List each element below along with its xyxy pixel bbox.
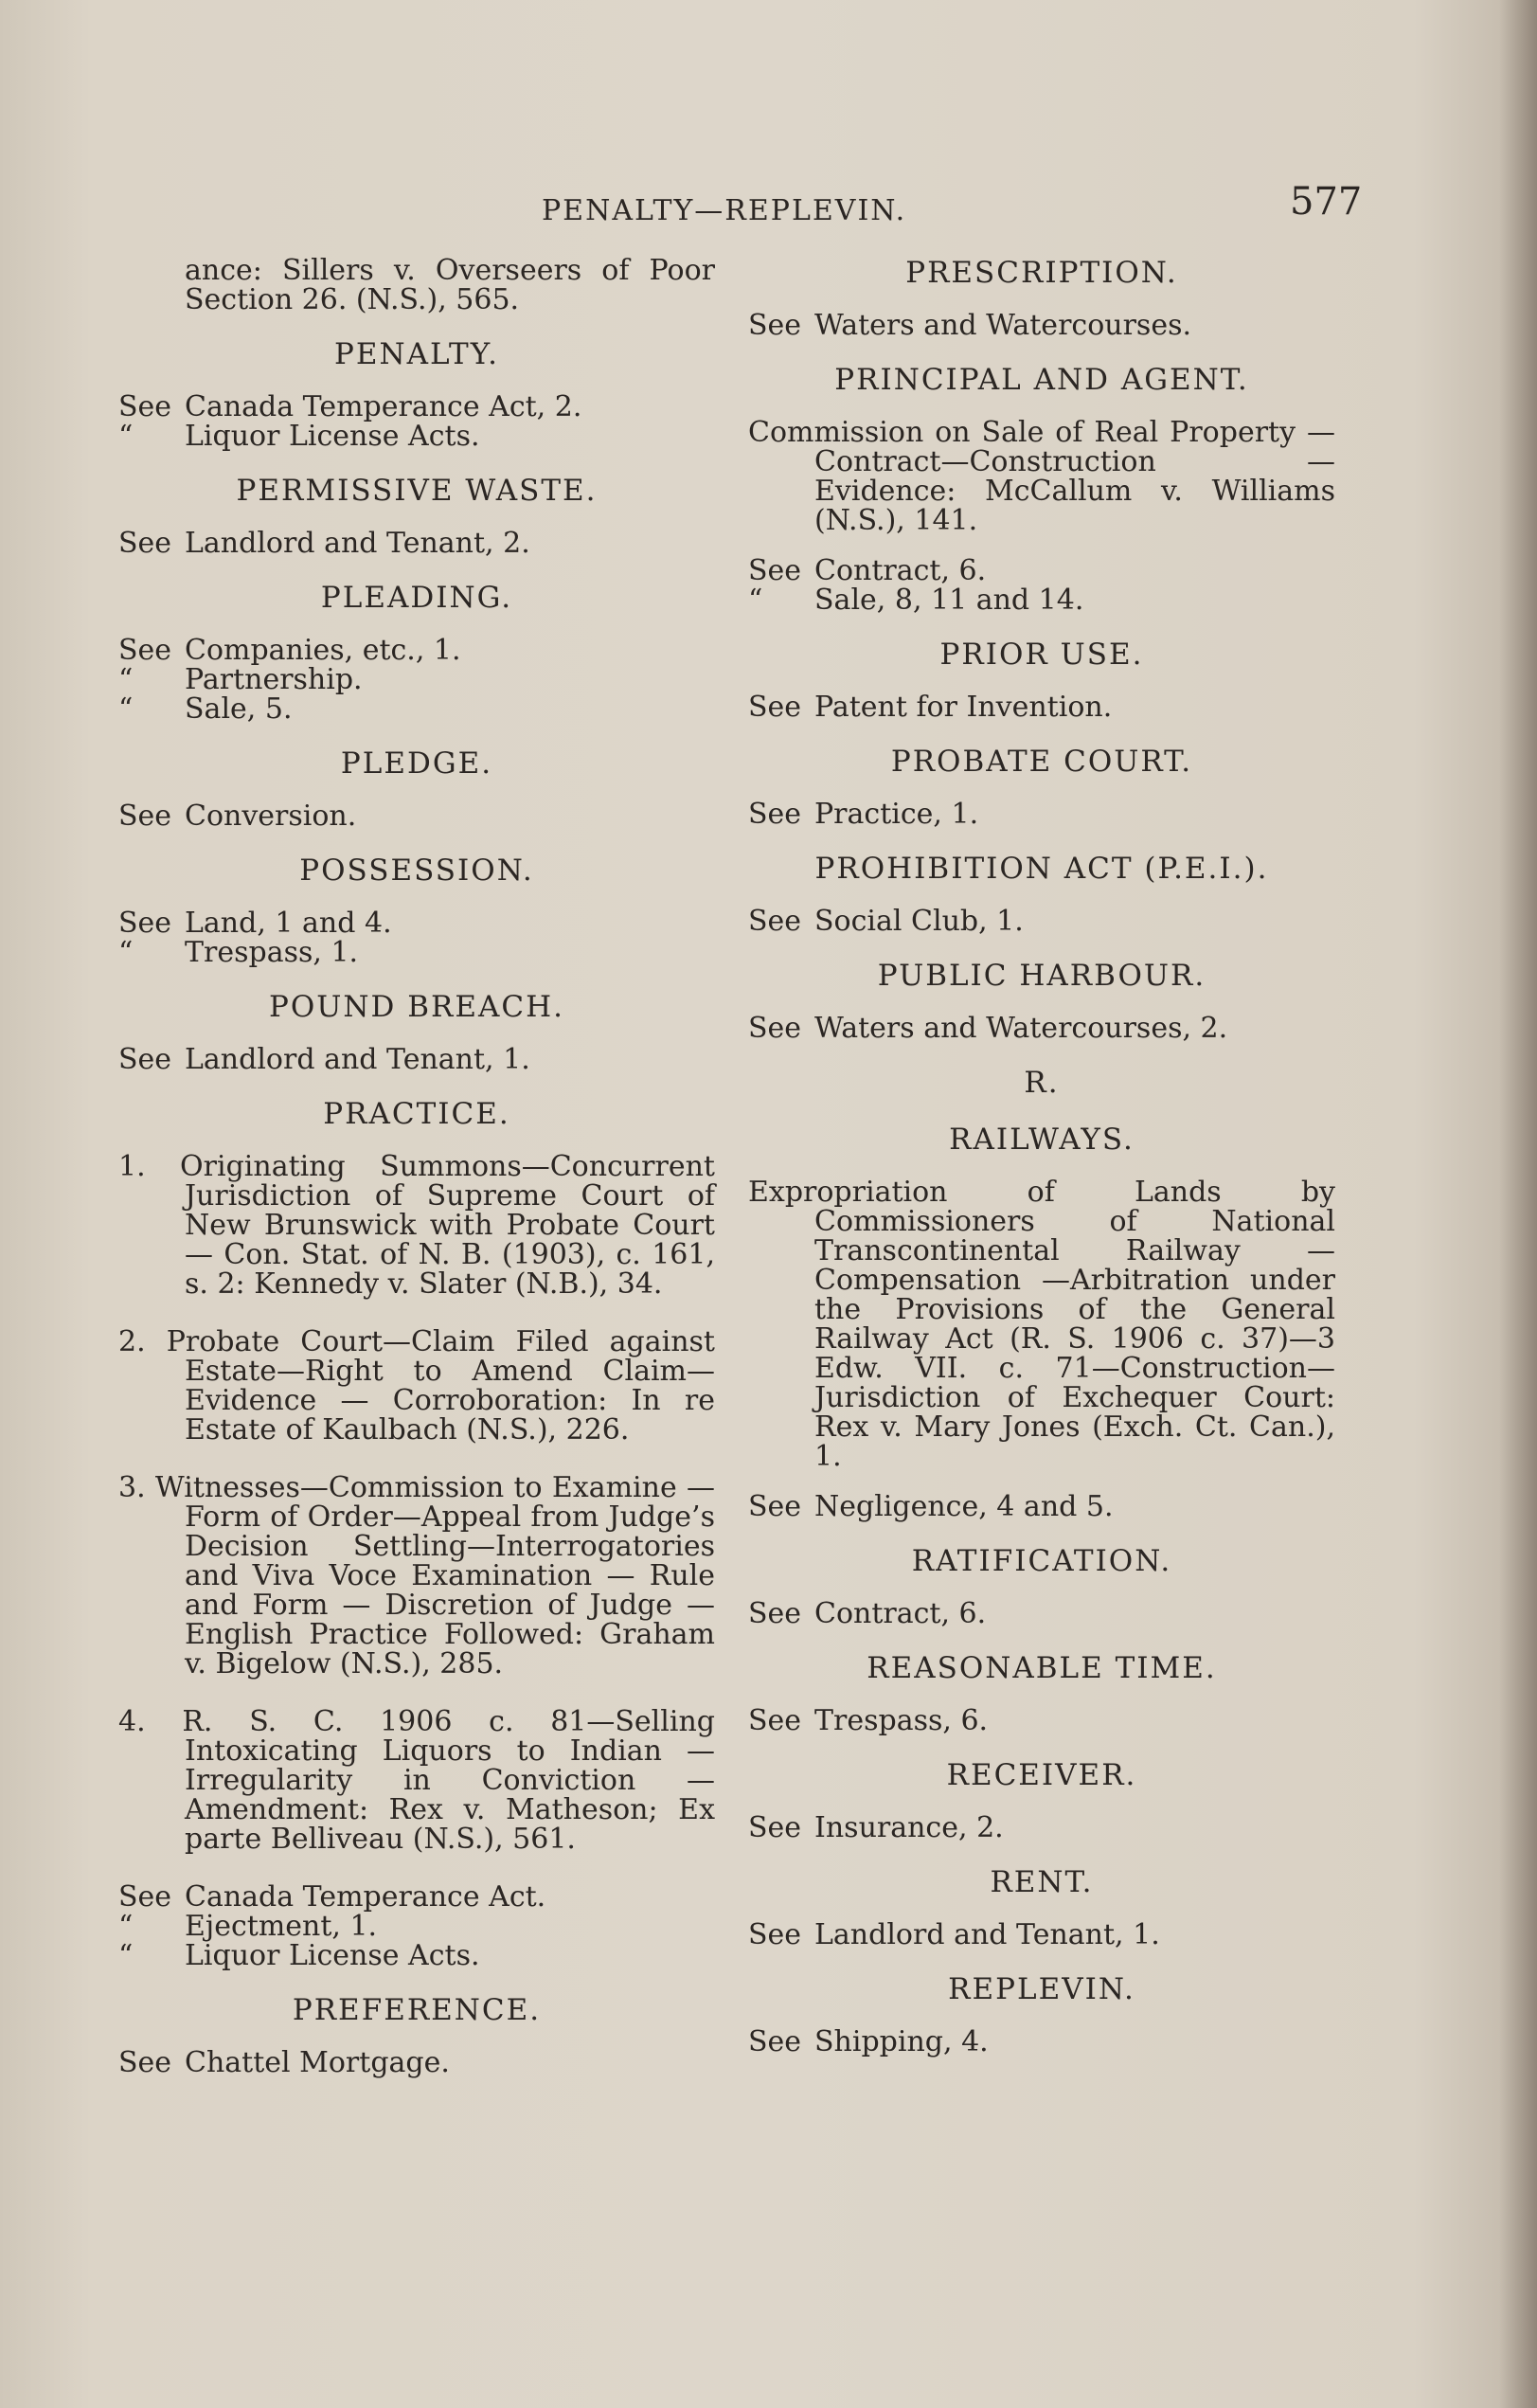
heading-probate-court: PROBATE COURT. [890, 745, 1193, 779]
see-row: See Shipping, 4. [748, 2025, 989, 2058]
see-row: See Canada Temperance Act, 2. [118, 390, 582, 423]
see-row: See Land, 1 and 4. [118, 907, 392, 940]
principal-agent-text: Commission on Sale of Real Property —Contract—Construction — Evidence: McCallum v. Williams (N.S.), 141. [748, 416, 1335, 537]
practice-item-2: 2. Probate Court—Claim Filed against Estate—Right to Amend Claim—Evidence — Corroboration: In re Estate of Kaulbach (N.S.), 226. [118, 1325, 715, 1447]
see-row: See Negligence, 4 and 5. [748, 1490, 1114, 1523]
see-row: See Companies, etc., 1. [118, 634, 461, 667]
heading-ratification: RATIFICATION. [911, 1544, 1172, 1578]
heading-prescription: PRESCRIPTION. [905, 256, 1178, 290]
see-row: See Landlord and Tenant, 1. [118, 1043, 530, 1076]
railways-text: Expropriation of Lands by Commissioners of National Transcontinental Railway — Compensation —Arbitration under the Provisions of the General Railway Act (R. S. 1906 c. 37)—3 Edw. VII. c. 71—Construction—Jurisdiction of Exchequer Court: Rex v. Mary Jones (Exch. Ct. Can.), 1. [748, 1176, 1335, 1473]
see-row: See Conversion. [118, 800, 357, 833]
see-row: See Chattel Mortgage. [118, 2046, 450, 2079]
heading-penalty: PENALTY. [333, 337, 500, 371]
see-row: “ Sale, 5. [118, 692, 293, 726]
heading-preference: PREFERENCE. [292, 1993, 542, 2027]
see-list-principal-agent [748, 556, 1335, 615]
see-row: See Canada Temperance Act. [118, 1880, 546, 1914]
right-column [748, 256, 1335, 2064]
see-row: “ Trespass, 1. [118, 936, 359, 969]
see-list-prescription [748, 311, 1335, 340]
practice-item-4: 4. R. S. C. 1906 c. 81—Selling Intoxicating Liquors to Indian — Irregularity in Conviction — Amendment: Rex v. Matheson; Ex parte Belliveau (N.S.), 561. [118, 1705, 715, 1856]
heading-rent: RENT. [990, 1865, 1094, 1899]
section-letter-r: R. [1024, 1066, 1060, 1100]
heading-possession: POSSESSION. [299, 854, 534, 888]
see-list-receiver [748, 1813, 1335, 1842]
see-list-practice [118, 1882, 715, 1970]
heading-pledge: PLEDGE. [340, 746, 493, 781]
page-edge-shadow [1499, 0, 1537, 2408]
see-list-prohibition-act [748, 907, 1335, 936]
see-list-pledge [118, 801, 715, 831]
see-row: See Contract, 6. [748, 1597, 987, 1630]
heading-pound-breach: POUND BREACH. [269, 990, 564, 1024]
see-list-replevin [748, 2027, 1335, 2057]
intro-continuation: ance: Sillers v. Overseers of Poor Section 26. (N.S.), 565. [185, 254, 715, 316]
see-row: “ Liquor License Acts. [118, 1939, 480, 1972]
see-row: See Patent for Invention. [748, 691, 1113, 724]
see-list-ratification [748, 1599, 1335, 1628]
running-head: PENALTY—REPLEVIN. [542, 194, 907, 227]
see-row: “ Liquor License Acts. [118, 420, 480, 453]
see-list-permissive-waste [118, 529, 715, 558]
see-list-pleading [118, 636, 715, 724]
heading-prior-use: PRIOR USE. [939, 638, 1144, 672]
see-list-railways [748, 1492, 1335, 1521]
see-row: See Practice, 1. [748, 798, 979, 831]
see-list-public-harbour [748, 1014, 1335, 1043]
see-row: See Trespass, 6. [748, 1704, 989, 1737]
heading-receiver: RECEIVER. [946, 1758, 1137, 1792]
practice-item-1: 1. Originating Summons—Concurrent Jurisdiction of Supreme Court of New Brunswick with Probate Court — Con. Stat. of N. B. (1903), c. 161, s. 2: Kennedy v. Slater (N.B.), 34. [118, 1150, 715, 1301]
see-list-preference [118, 2048, 715, 2077]
see-row: See Social Club, 1. [748, 905, 1024, 938]
practice-item-3: 3. Witnesses—Commission to Examine —Form of Order—Appeal from Judge’s Decision Settling—Interrogatories and Viva Voce Examination — Rule and Form — Discretion of Judge — English Practice Followed: Graham v. Bigelow (N.S.), 285. [118, 1471, 715, 1680]
left-column [118, 256, 715, 2085]
see-list-penalty [118, 392, 715, 451]
see-list-rent [748, 1920, 1335, 1950]
see-row: See Landlord and Tenant, 2. [118, 527, 530, 560]
see-row: See Waters and Watercourses. [748, 309, 1192, 342]
see-list-probate-court [748, 800, 1335, 829]
see-row: “ Ejectment, 1. [118, 1910, 378, 1943]
heading-replevin: REPLEVIN. [948, 1972, 1135, 2006]
page-number: 577 [1290, 180, 1363, 224]
see-row: See Insurance, 2. [748, 1811, 1004, 1844]
see-list-reasonable-time [748, 1706, 1335, 1735]
see-list-possession [118, 908, 715, 967]
see-row: “ Sale, 8, 11 and 14. [748, 584, 1084, 617]
see-row: See Waters and Watercourses, 2. [748, 1012, 1228, 1045]
heading-principal-agent: PRINCIPAL AND AGENT. [834, 363, 1249, 397]
see-row: See Landlord and Tenant, 1. [748, 1918, 1160, 1951]
heading-reasonable-time: REASONABLE TIME. [867, 1651, 1217, 1685]
see-row: “ Partnership. [118, 663, 363, 696]
heading-permissive-waste: PERMISSIVE WASTE. [236, 474, 598, 508]
heading-railways: RAILWAYS. [949, 1123, 1135, 1157]
heading-practice: PRACTICE. [323, 1097, 510, 1131]
heading-prohibition-act: PROHIBITION ACT (P.E.I.). [814, 852, 1269, 886]
see-list-prior-use [748, 692, 1335, 722]
see-list-pound-breach [118, 1045, 715, 1074]
heading-public-harbour: PUBLIC HARBOUR. [877, 959, 1206, 993]
heading-pleading: PLEADING. [320, 581, 513, 615]
see-row: See Contract, 6. [748, 554, 987, 587]
